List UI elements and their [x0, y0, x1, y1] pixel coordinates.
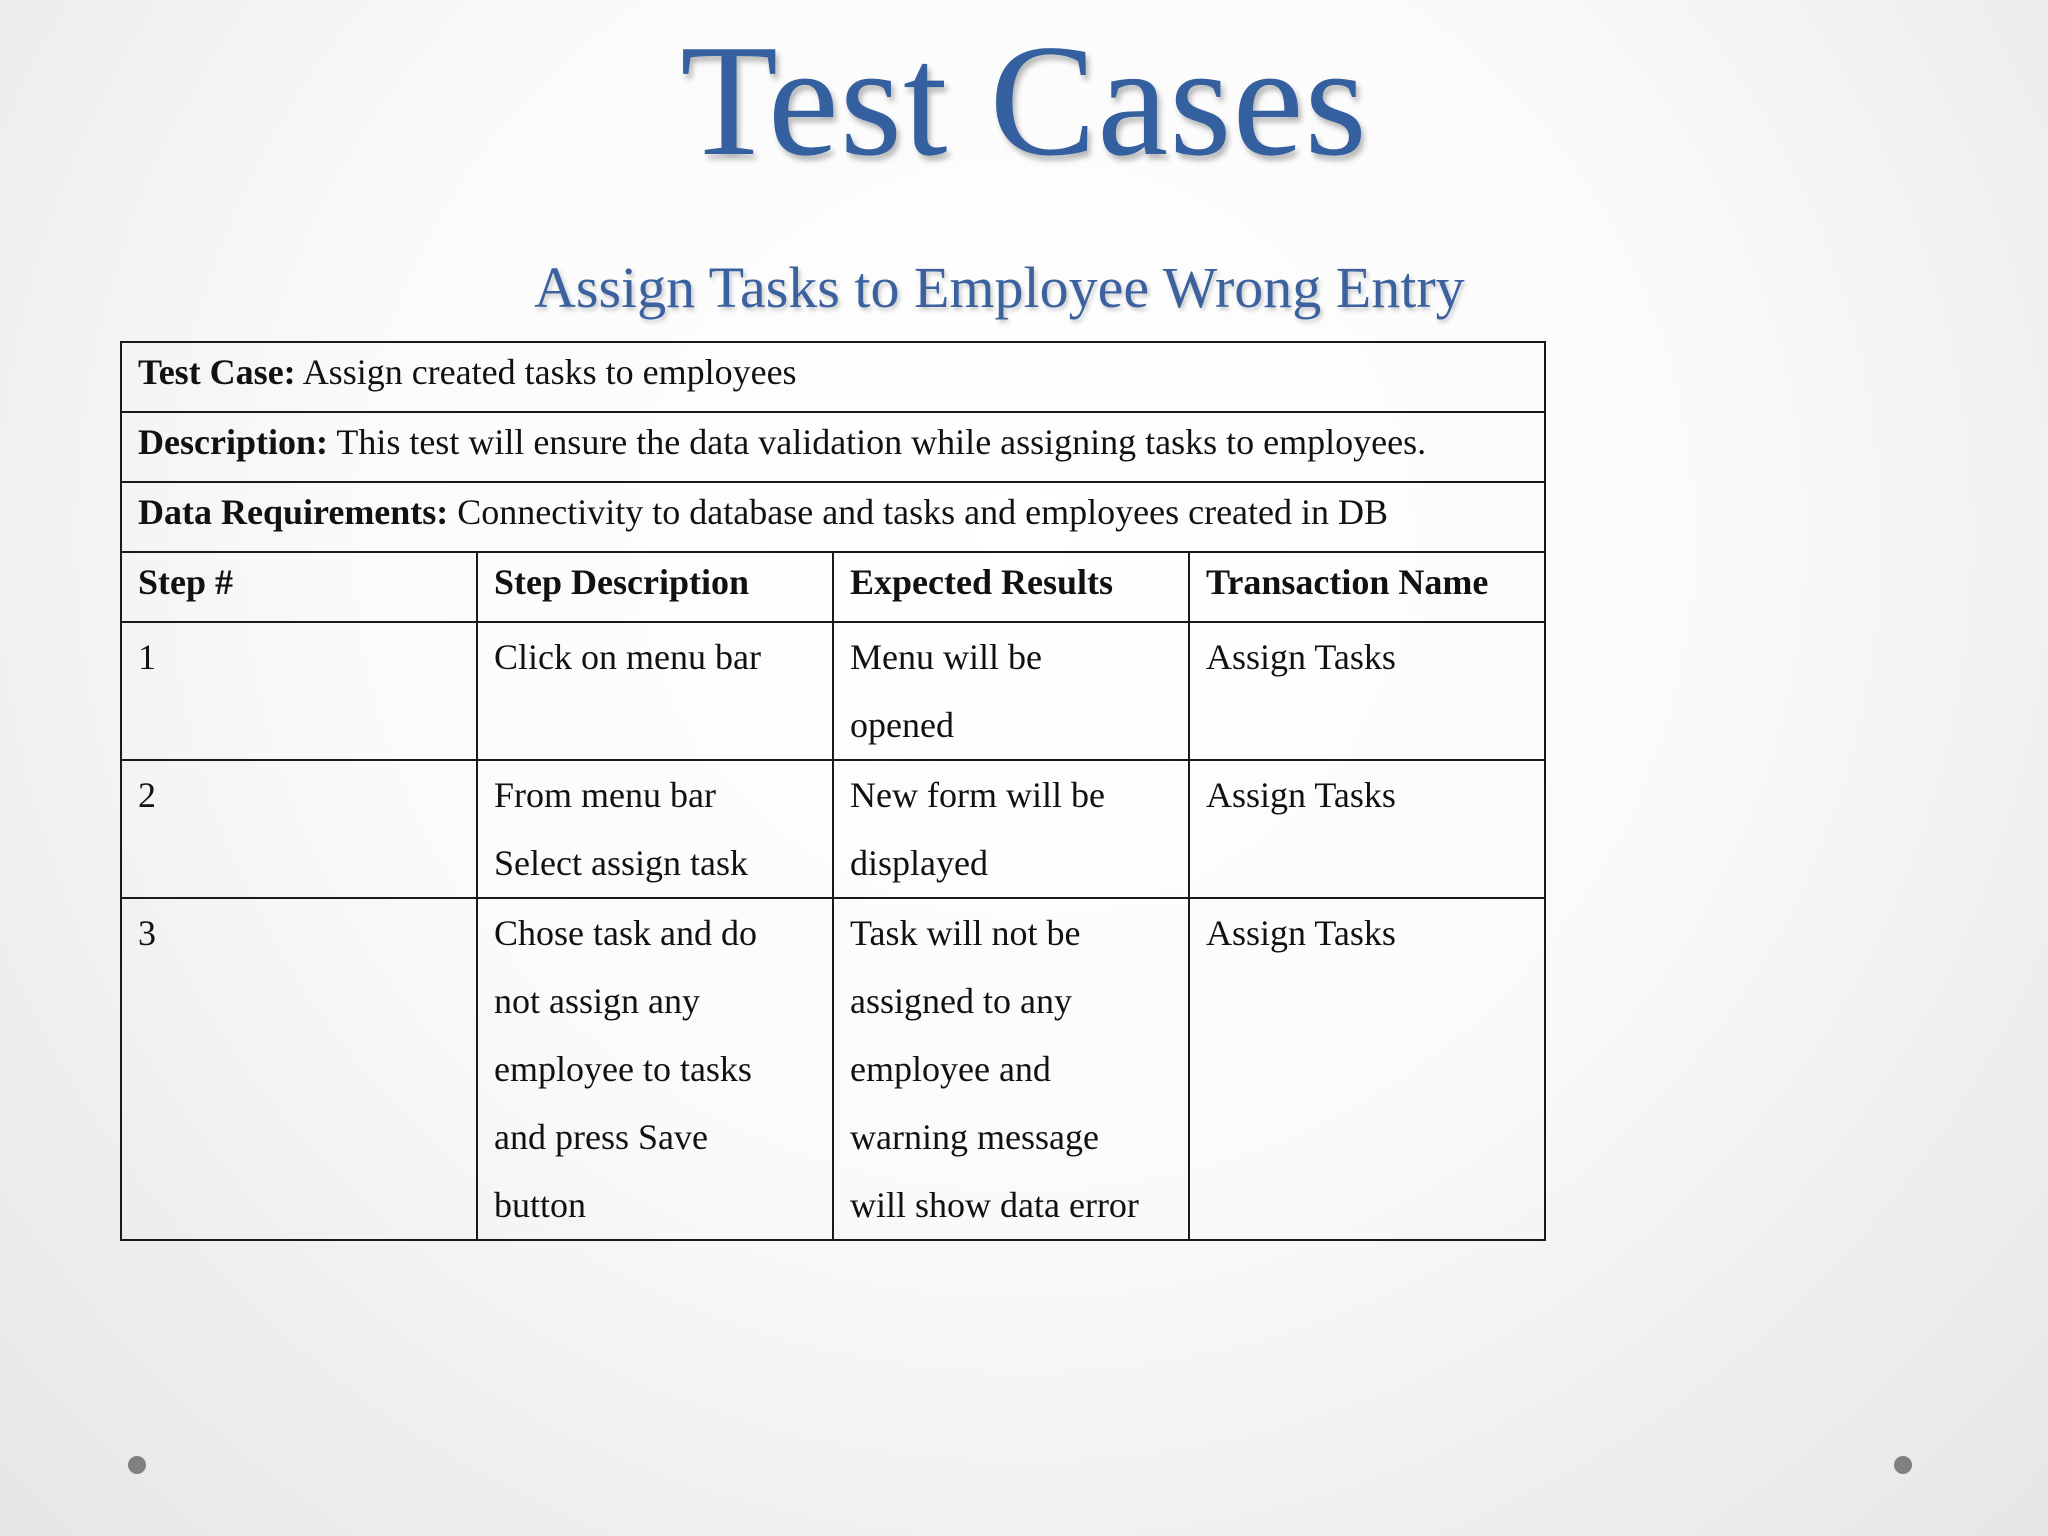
description-row	[121, 412, 1545, 482]
table-row	[121, 760, 1545, 898]
step-number: 2	[121, 760, 477, 898]
step-description-line: Chose task and do	[494, 913, 757, 953]
slide-subtitle: Assign Tasks to Employee Wrong Entry	[534, 255, 1465, 320]
step-number: 3	[121, 898, 477, 1240]
column-header-expected-results: Expected Results	[833, 552, 1189, 622]
expected-results-line: opened	[850, 705, 954, 745]
decorative-dot-right	[1894, 1456, 1912, 1474]
column-header-step: Step #	[121, 552, 477, 622]
expected-results-line: Task will not be	[850, 913, 1081, 953]
transaction-name: Assign Tasks	[1189, 622, 1545, 760]
step-description-cell	[477, 760, 833, 898]
step-description-line: button	[494, 1185, 587, 1225]
expected-results-line: displayed	[850, 843, 988, 883]
description-label: Description:	[138, 422, 328, 462]
decorative-dot-left	[128, 1456, 146, 1474]
step-description-line: employee to tasks	[494, 1049, 752, 1089]
expected-results-cell	[833, 898, 1189, 1240]
step-description-cell	[477, 898, 833, 1240]
description-cell	[121, 412, 1545, 482]
data-requirements-value: Connectivity to database and tasks and employees created in DB	[457, 492, 1389, 532]
expected-results-line: assigned to any	[850, 981, 1072, 1021]
step-number: 1	[121, 622, 477, 760]
expected-results-line: will show data error	[850, 1185, 1139, 1225]
data-requirements-cell	[121, 482, 1545, 552]
column-header-step-description: Step Description	[477, 552, 833, 622]
test-case-row	[121, 342, 1545, 412]
description-value: This test will ensure the data validation while assigning tasks to employees.	[336, 422, 1427, 462]
test-case-table	[120, 341, 1546, 1241]
test-case-label: Test Case:	[138, 352, 296, 392]
column-header-transaction-name: Transaction Name	[1189, 552, 1545, 622]
step-description-line: not assign any	[494, 981, 700, 1021]
expected-results-line: Menu will be	[850, 637, 1042, 677]
step-description-line: Click on menu bar	[494, 637, 761, 677]
expected-results-line: warning message	[850, 1117, 1099, 1157]
step-description-line: Select assign task	[494, 843, 748, 883]
data-requirements-row	[121, 482, 1545, 552]
expected-results-line: New form will be	[850, 775, 1105, 815]
table-row	[121, 898, 1545, 1240]
expected-results-cell	[833, 760, 1189, 898]
data-requirements-label: Data Requirements:	[138, 492, 449, 532]
expected-results-cell	[833, 622, 1189, 760]
transaction-name: Assign Tasks	[1189, 898, 1545, 1240]
step-description-cell	[477, 622, 833, 760]
column-header-row	[121, 552, 1545, 622]
test-case-cell	[121, 342, 1545, 412]
table-row	[121, 622, 1545, 760]
transaction-name: Assign Tasks	[1189, 760, 1545, 898]
expected-results-line: employee and	[850, 1049, 1051, 1089]
slide-title: Test Cases	[680, 11, 1368, 189]
test-case-value: Assign created tasks to employees	[302, 352, 797, 392]
step-description-line: and press Save	[494, 1117, 708, 1157]
step-description-line: From menu bar	[494, 775, 716, 815]
